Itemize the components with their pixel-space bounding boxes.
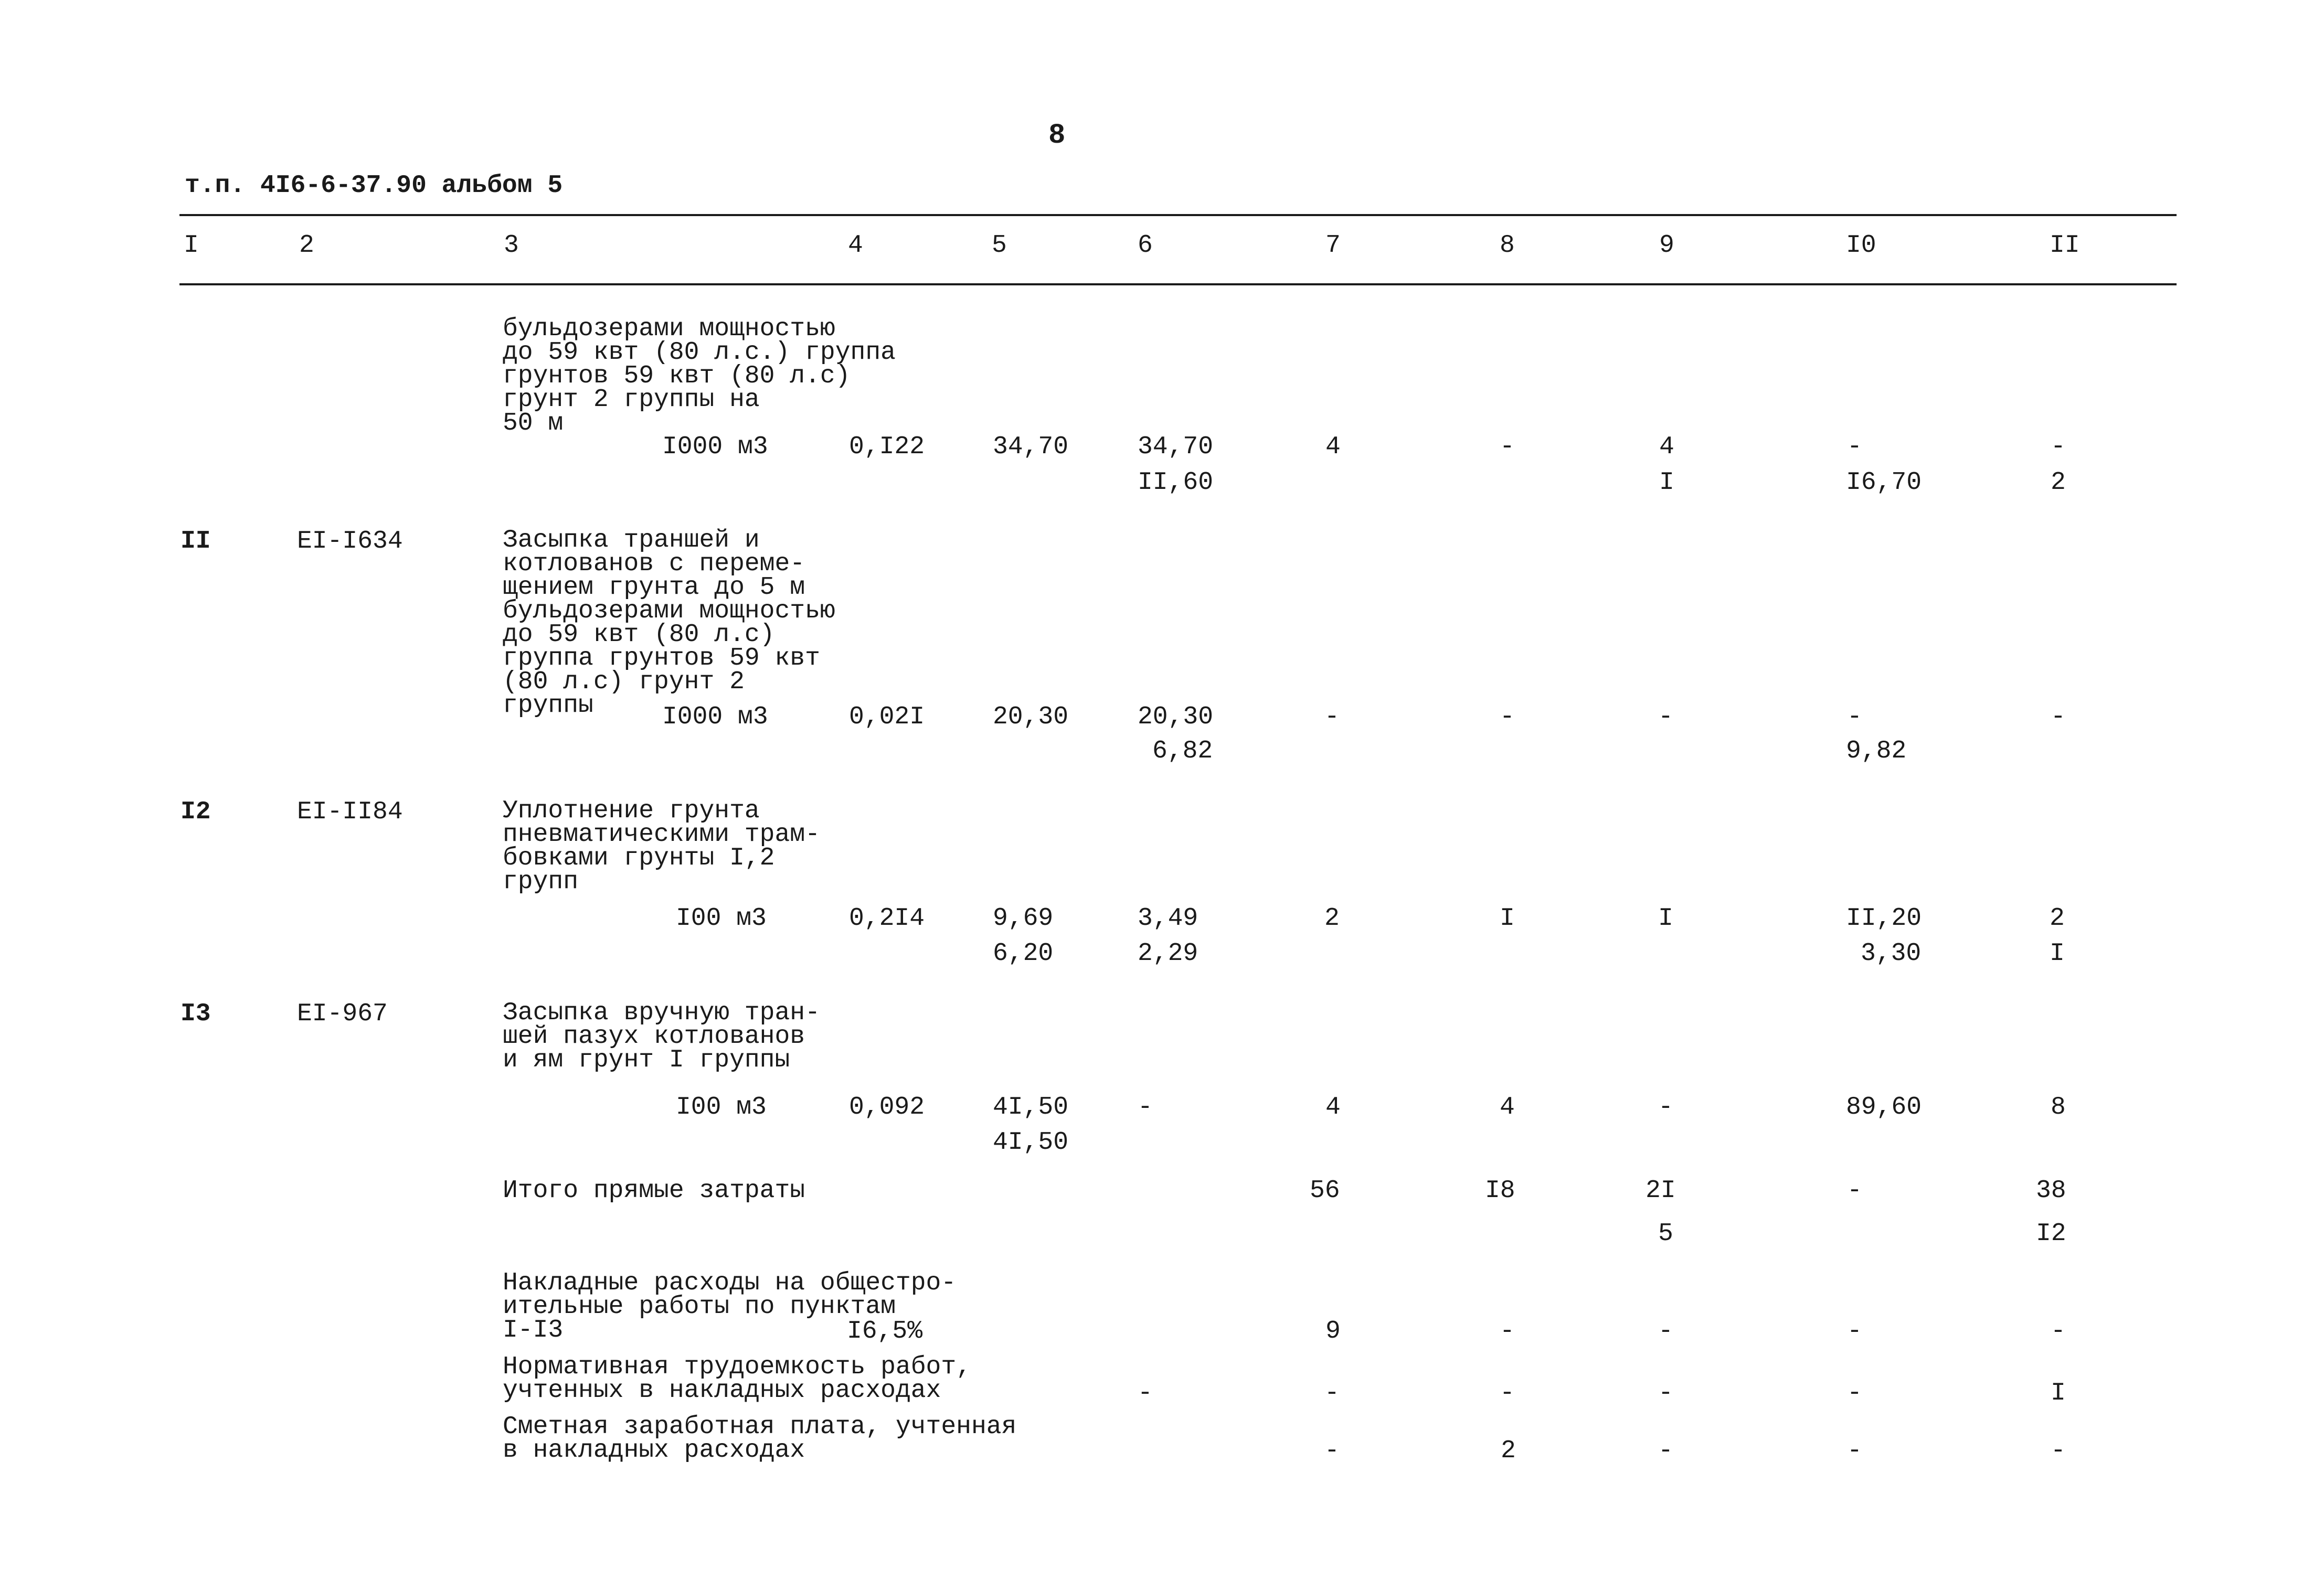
row-col7: 2 <box>1324 904 1340 933</box>
row-quantity: 0,02I <box>849 703 925 731</box>
row-col11: 2 <box>2050 904 2065 933</box>
totals-col8: I8 <box>1485 1177 1515 1205</box>
document-reference: т.п. 4I6-6-37.90 альбом 5 <box>185 172 563 200</box>
totals-label: Итого прямые затраты <box>503 1177 805 1205</box>
header-col-11: II <box>2050 231 2080 260</box>
row-col5-second: 4I,50 <box>993 1128 1069 1157</box>
labor-col9: - <box>1658 1379 1673 1407</box>
row-col10-second: 3,30 <box>1861 940 1922 968</box>
header-col-4: 4 <box>848 231 863 260</box>
header-col-8: 8 <box>1500 231 1515 260</box>
row-col6: - <box>1138 1093 1153 1122</box>
row-unit: I00 м3 <box>676 904 767 933</box>
row-col10-second: 9,82 <box>1846 737 1907 765</box>
row-quantity: 0,092 <box>849 1093 925 1122</box>
row-col11: - <box>2051 703 2066 731</box>
row-description: Уплотнение грунта пневматическими трам- бовками грунты I,2 групп <box>503 797 820 896</box>
row-description: Засыпка траншей и котлованов с переме- щением грунта до 5 м бульдозерами мощностью до 59 квт (80 л.с) группа грунтов 59 квт (80 л.с) грунт 2 группы <box>503 526 835 720</box>
row-col11-second: I <box>2050 940 2065 968</box>
row-col6: 3,49 <box>1138 904 1198 933</box>
row-col5: 4I,50 <box>993 1093 1069 1122</box>
wages-label: Сметная заработная плата, учтенная в накладных расходах <box>503 1413 1017 1465</box>
row-col11: - <box>2051 433 2066 461</box>
row-col9: 4 <box>1659 433 1674 461</box>
row-col10: - <box>1847 433 1862 461</box>
header-col-7: 7 <box>1325 231 1341 260</box>
row-col5: 9,69 <box>993 904 1054 933</box>
row-col8: - <box>1500 703 1515 731</box>
totals-col11: 38 <box>2036 1177 2066 1205</box>
row-col6-second: 6,82 <box>1152 737 1213 765</box>
row-col10: II,20 <box>1846 904 1922 933</box>
totals-col9: 2I <box>1646 1177 1676 1205</box>
row-col6-second: 2,29 <box>1138 940 1198 968</box>
row-col9: - <box>1658 1093 1673 1122</box>
labor-col8: - <box>1500 1379 1515 1407</box>
row-col6-second: II,60 <box>1138 468 1214 497</box>
row-col8: - <box>1500 433 1515 461</box>
row-col6: 20,30 <box>1138 703 1214 731</box>
totals-col9-second: 5 <box>1658 1220 1673 1248</box>
header-top-rule <box>179 214 2177 216</box>
row-description: Засыпка вручную тран- шей пазух котлованов и ям грунт I группы <box>503 999 820 1074</box>
wages-col9: - <box>1658 1437 1673 1465</box>
row-col9: - <box>1658 703 1673 731</box>
totals-col10: - <box>1847 1177 1862 1205</box>
row-col10-second: I6,70 <box>1846 468 1922 497</box>
overhead-col9: - <box>1658 1317 1673 1346</box>
row-col10: - <box>1847 703 1862 731</box>
header-col-6: 6 <box>1138 231 1153 260</box>
header-col-1: I <box>184 231 199 260</box>
row-col8: I <box>1500 904 1515 933</box>
row-col9-second: I <box>1659 468 1674 497</box>
labor-col7: - <box>1324 1379 1340 1407</box>
labor-label: Нормативная трудоемкость работ, учтенных в накладных расходах <box>503 1353 971 1405</box>
row-col5: 20,30 <box>993 703 1069 731</box>
totals-col11-second: I2 <box>2036 1220 2066 1248</box>
row-quantity: 0,2I4 <box>849 904 925 933</box>
row-col9: I <box>1658 904 1673 933</box>
wages-col11: - <box>2051 1437 2066 1465</box>
row-col7: 4 <box>1325 433 1341 461</box>
row-col7: - <box>1324 703 1340 731</box>
row-code: EI-I634 <box>297 527 403 556</box>
row-unit: I00 м3 <box>676 1093 767 1122</box>
header-bottom-rule <box>179 283 2177 285</box>
row-quantity: 0,I22 <box>849 433 925 461</box>
labor-col11: I <box>2051 1379 2066 1407</box>
wages-col7: - <box>1324 1437 1340 1465</box>
wages-col8: 2 <box>1501 1437 1516 1465</box>
header-col-9: 9 <box>1659 231 1674 260</box>
overhead-col11: - <box>2051 1317 2066 1346</box>
header-col-2: 2 <box>299 231 314 260</box>
header-col-5: 5 <box>992 231 1007 260</box>
row-number: I3 <box>181 1000 211 1028</box>
row-col11: 8 <box>2051 1093 2066 1122</box>
row-col7: 4 <box>1325 1093 1341 1122</box>
header-col-3: 3 <box>504 231 519 260</box>
row-col8: 4 <box>1500 1093 1515 1122</box>
wages-col10: - <box>1847 1437 1862 1465</box>
row-code: EI-II84 <box>297 798 403 826</box>
labor-col6: - <box>1138 1379 1153 1407</box>
row-unit: I000 м3 <box>662 703 768 731</box>
overhead-col7: 9 <box>1325 1317 1341 1346</box>
labor-col10: - <box>1847 1379 1862 1407</box>
row-code: EI-967 <box>297 1000 388 1028</box>
row-col5: 34,70 <box>993 433 1069 461</box>
overhead-col10: - <box>1847 1317 1862 1346</box>
row-col11-second: 2 <box>2051 468 2066 497</box>
row-number: II <box>181 527 211 556</box>
row-description: бульдозерами мощностью до 59 квт (80 л.с.) группа грунтов 59 квт (80 л.с) грунт 2 группы на 50 м <box>503 315 896 437</box>
header-col-10: I0 <box>1846 231 1876 260</box>
page-number: 8 <box>1048 120 1066 152</box>
overhead-label: Накладные расходы на общестро- ительные работы по пунктам I-I3 <box>503 1269 957 1344</box>
overhead-col8: - <box>1500 1317 1515 1346</box>
row-col5-second: 6,20 <box>993 940 1054 968</box>
row-col10: 89,60 <box>1846 1093 1922 1122</box>
overhead-rate: I6,5% <box>847 1317 923 1346</box>
row-col6: 34,70 <box>1138 433 1214 461</box>
totals-col7: 56 <box>1310 1177 1340 1205</box>
row-number: I2 <box>181 798 211 826</box>
row-unit: I000 м3 <box>662 433 768 461</box>
